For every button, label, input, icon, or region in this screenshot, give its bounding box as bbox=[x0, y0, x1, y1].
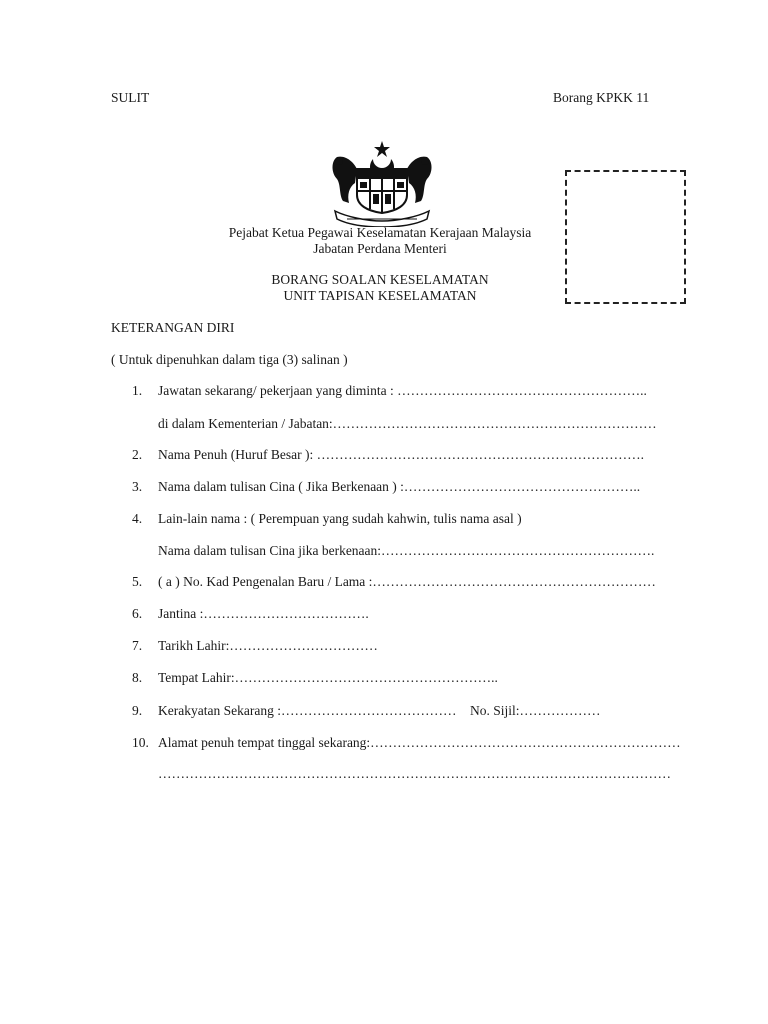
field-alamat-line-2[interactable]: …………………………………………………………………………………………………… bbox=[158, 766, 671, 781]
item-number: 6. bbox=[132, 606, 143, 621]
field-kementerian[interactable]: di dalam Kementerian / Jabatan:……………………………………………………………… bbox=[158, 416, 657, 431]
field-kerakyatan[interactable]: Kerakyatan Sekarang :………………………………… No. Sijil:……………… bbox=[158, 703, 601, 718]
form-title-line-1: BORANG SOALAN KESELAMATAN bbox=[271, 272, 489, 287]
field-alamat[interactable]: Alamat penuh tempat tinggal sekarang:…………………………………………………………… bbox=[158, 735, 681, 750]
field-nama-cina-berkenaan[interactable]: Nama dalam tulisan Cina jika berkenaan:……………………………………………………. bbox=[158, 543, 655, 558]
section-heading: KETERANGAN DIRI bbox=[111, 320, 235, 335]
item-number: 1. bbox=[132, 383, 143, 398]
field-nama-penuh[interactable]: Nama Penuh (Huruf Besar ): ………………………………………………………………. bbox=[158, 447, 644, 462]
item-number: 3. bbox=[132, 479, 143, 494]
item-number: 9. bbox=[132, 703, 143, 718]
section-instruction: ( Untuk dipenuhkan dalam tiga (3) salinan ) bbox=[111, 352, 348, 367]
item-number: 7. bbox=[132, 638, 143, 653]
field-tarikh-lahir[interactable]: Tarikh Lahir:…………………………… bbox=[158, 638, 378, 653]
item-number: 8. bbox=[132, 670, 143, 685]
item-number: 5. bbox=[132, 574, 143, 589]
field-jantina[interactable]: Jantina :………………………………. bbox=[158, 606, 369, 621]
form-code: Borang KPKK 11 bbox=[553, 90, 650, 105]
office-line-1: Pejabat Ketua Pegawai Keselamatan Kerajaan Malaysia bbox=[228, 225, 532, 240]
field-nama-cina[interactable]: Nama dalam tulisan Cina ( Jika Berkenaan ) :…………………………………………….. bbox=[158, 479, 641, 494]
form-title-line-2: UNIT TAPISAN KESELAMATAN bbox=[283, 288, 477, 303]
item-number: 10. bbox=[132, 735, 149, 750]
office-line-2: Jabatan Perdana Menteri bbox=[313, 241, 447, 256]
malaysia-coat-of-arms-icon bbox=[327, 139, 437, 227]
item-number: 2. bbox=[132, 447, 143, 462]
field-jawatan[interactable]: Jawatan sekarang/ pekerjaan yang diminta : ……………………………………………….. bbox=[158, 383, 647, 398]
classification-label: SULIT bbox=[111, 90, 150, 105]
label-lain-lain-nama: Lain-lain nama : ( Perempuan yang sudah kahwin, tulis nama asal ) bbox=[158, 511, 522, 526]
item-number: 4. bbox=[132, 511, 143, 526]
field-tempat-lahir[interactable]: Tempat Lahir:………………………………………………….. bbox=[158, 670, 498, 685]
field-kad-pengenalan[interactable]: ( a ) No. Kad Pengenalan Baru / Lama :……………………………………………………… bbox=[158, 574, 656, 589]
